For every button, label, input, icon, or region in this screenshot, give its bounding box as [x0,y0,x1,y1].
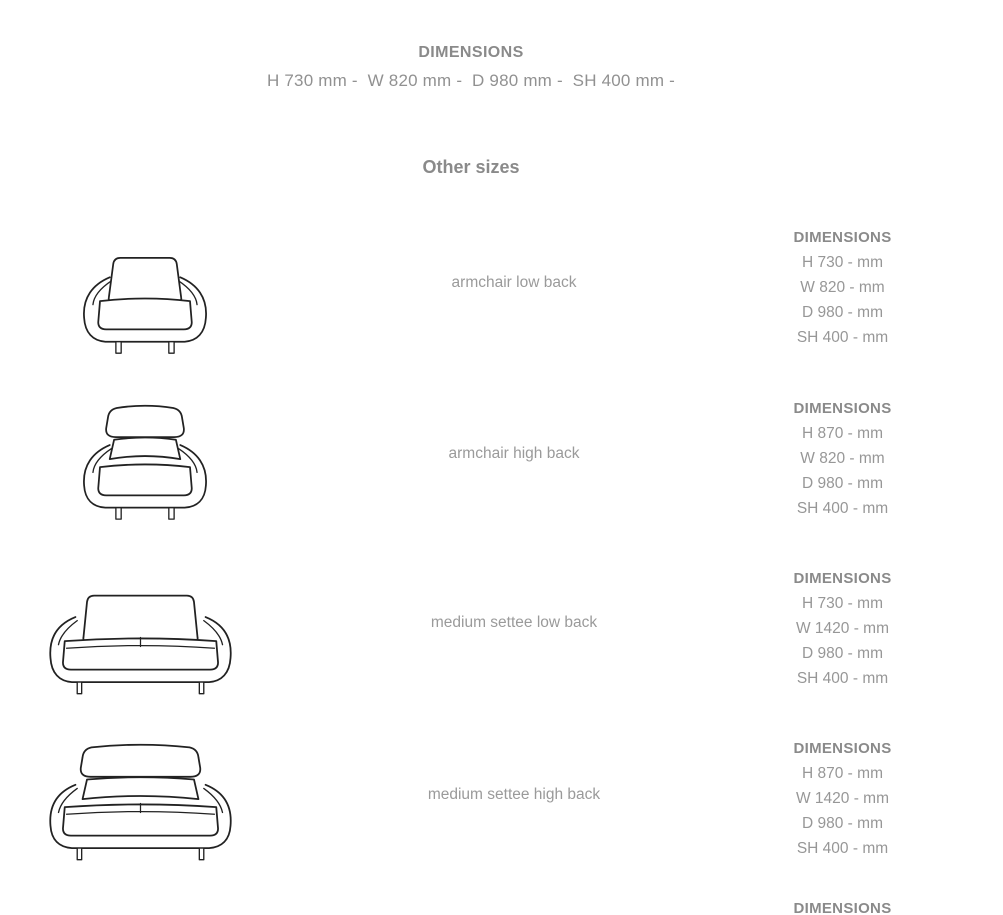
dimension-sh: SH 400 - mm [796,500,889,517]
dimension-d: D 980 - mm [802,815,883,832]
main-dimensions-line: H 730 mm - W 820 mm - D 980 mm - SH 400 mm - [266,71,676,90]
dimensions-block [760,566,925,691]
dimension-h: H 730 - mm [802,595,883,612]
row-label: armchair high back [448,445,580,462]
page-title: DIMENSIONS [418,44,524,61]
dimensions-block-partial [760,896,925,915]
dimensions-title: DIMENSIONS [793,400,892,417]
dimensions-title: DIMENSIONS [793,900,892,915]
dimension-w: W 1420 - mm [795,790,889,807]
dimension-w: W 820 - mm [800,279,885,296]
row-label: medium settee high back [427,786,601,803]
dimension-h: H 730 - mm [802,254,883,271]
dimension-w: W 1420 - mm [795,620,889,637]
medium-settee-low-back-drawing [38,587,243,697]
dimensions-block [760,736,925,861]
dimension-h: H 870 - mm [802,425,883,442]
medium-settee-high-back-drawing [38,742,243,866]
armchair-high-back-drawing [70,401,220,527]
dimensions-title: DIMENSIONS [793,229,892,246]
dimension-sh: SH 400 - mm [796,329,889,346]
dimensions-title: DIMENSIONS [793,740,892,757]
dimension-d: D 980 - mm [802,304,883,321]
dimensions-title: DIMENSIONS [793,570,892,587]
row-label: medium settee low back [430,614,598,631]
dimension-sh: SH 400 - mm [796,840,889,857]
dimension-w: W 820 - mm [800,450,885,467]
armchair-low-back-drawing [70,248,220,356]
row-label: armchair low back [451,274,577,291]
dimensions-block [760,396,925,521]
dimensions-block [760,225,925,350]
dimension-d: D 980 - mm [802,475,883,492]
dimension-h: H 870 - mm [802,765,883,782]
dimension-sh: SH 400 - mm [796,670,889,687]
dimension-d: D 980 - mm [802,645,883,662]
other-sizes-title: Other sizes [422,157,520,177]
